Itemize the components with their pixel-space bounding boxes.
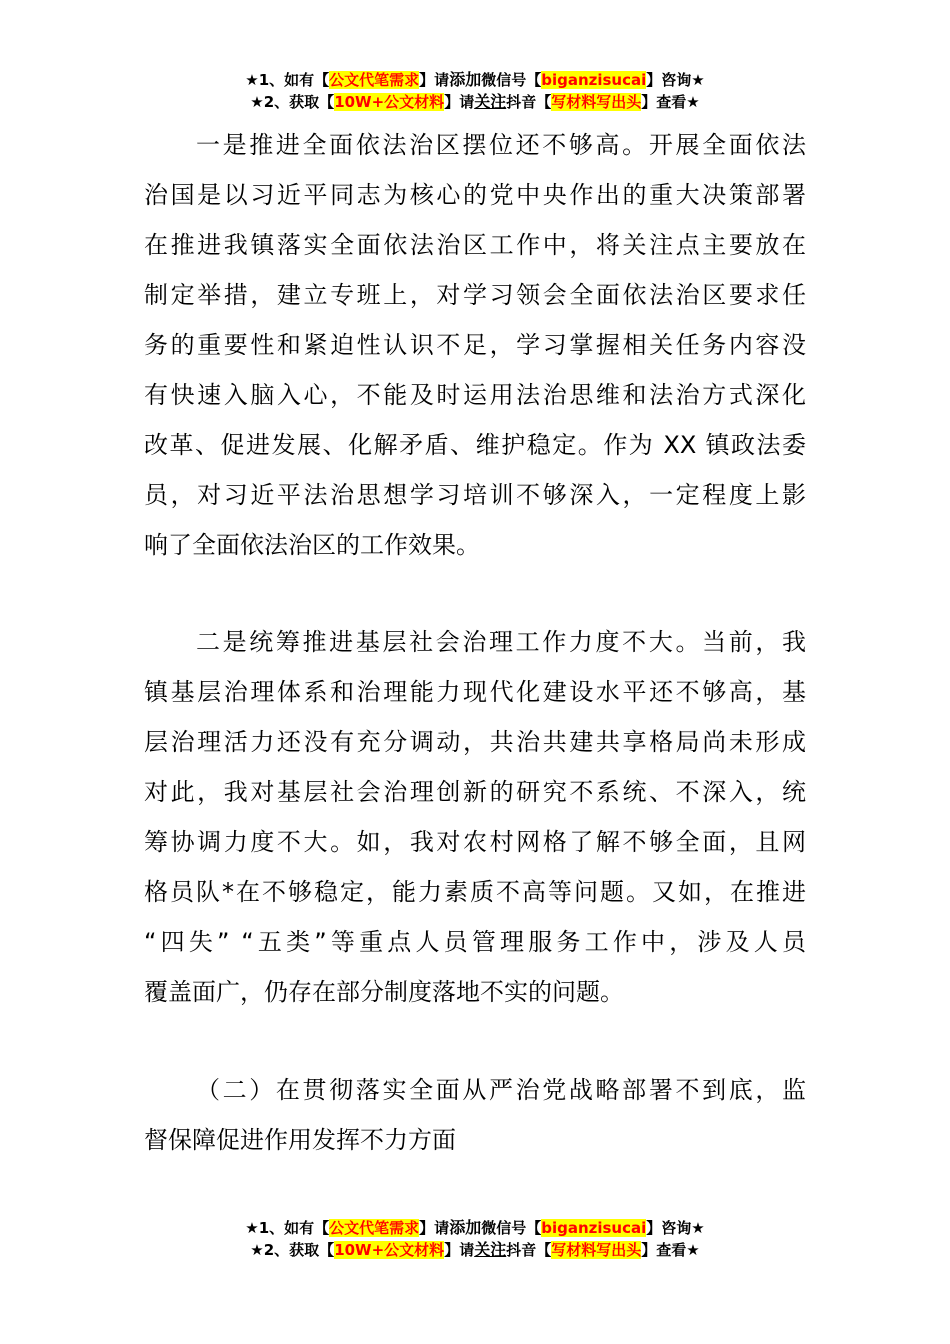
text-line: 务的重要性和紧迫性认识不足，学习掌握相关任务内容没 — [144, 331, 806, 359]
text-line: 改革、促进发展、化解矛盾、维护稳定。作为 XX 镇政法委 — [144, 431, 806, 459]
banner-highlight: 10W+公文材料 — [334, 1241, 445, 1259]
banner-text: 抖音【 — [506, 93, 552, 111]
banner-highlight: 公文代笔需求 — [329, 71, 420, 89]
banner-emphasis: 添加 — [449, 70, 482, 89]
text-line: 筹协调力度不大。如，我对农村网格了解不够全面，且网 — [144, 828, 806, 856]
text-line: 格员队*在不够稳定，能力素质不高等问题。又如，在推进 — [144, 878, 806, 906]
banner-text: ★1、如有【 — [245, 71, 330, 89]
banner-line-1 — [0, 69, 950, 91]
text-line: 制定举措，建立专班上，对学习领会全面依法治区要求任 — [144, 281, 806, 309]
paragraph-2 — [144, 617, 806, 1017]
banner-text: 】查看★ — [641, 1241, 700, 1259]
text-line: 镇基层治理体系和治理能力现代化建设水平还不够高，基 — [144, 678, 806, 706]
banner-text: 】请 — [444, 1241, 475, 1259]
banner-text: 】咨询★ — [646, 71, 705, 89]
text-line: 覆盖面广，仍存在部分制度落地不实的问题。 — [144, 978, 624, 1006]
banner-text: ★1、如有【 — [245, 1219, 330, 1237]
text-line: 层治理活力还没有充分调动，共治共建共享格局尚未形成 — [144, 728, 806, 756]
banner-highlight: 10W+公文材料 — [334, 93, 445, 111]
banner-line-1 — [0, 1217, 950, 1239]
text-line: 响了全面依法治区的工作效果。 — [144, 531, 480, 559]
banner-highlight: 公文代笔需求 — [329, 1219, 420, 1237]
text-line: 有快速入脑入心，不能及时运用法治思维和法治方式深化 — [144, 381, 806, 409]
header-banner — [0, 69, 950, 113]
banner-line-2 — [0, 91, 950, 113]
banner-highlight: 写材料写出头 — [551, 93, 642, 111]
text-line: 二是统筹推进基层社会治理工作力度不大。当前，我 — [196, 628, 806, 656]
banner-text: 】请 — [419, 71, 450, 89]
banner-line-2 — [0, 1239, 950, 1261]
footer-banner — [0, 1217, 950, 1261]
text-line: 在推进我镇落实全面依法治区工作中，将关注点主要放在 — [144, 231, 806, 259]
banner-emphasis: 关注 — [474, 1240, 507, 1259]
banner-emphasis: 关注 — [474, 92, 507, 111]
paragraph-1 — [144, 120, 806, 570]
banner-text: ★2、获取【 — [250, 1241, 335, 1259]
text-line: 督保障促进作用发挥不力方面 — [144, 1126, 456, 1154]
text-line: 治国是以习近平同志为核心的党中央作出的重大决策部署 — [144, 181, 806, 209]
banner-text: 】请 — [444, 93, 475, 111]
text-line: 员，对习近平法治思想学习培训不够深入，一定程度上影 — [144, 481, 806, 509]
banner-text: 】查看★ — [641, 93, 700, 111]
banner-highlight: 写材料写出头 — [551, 1241, 642, 1259]
text-line: 一是推进全面依法治区摆位还不够高。开展全面依法 — [196, 131, 806, 159]
banner-text: 】咨询★ — [646, 1219, 705, 1237]
banner-highlight: biganzisucai — [541, 71, 647, 89]
banner-text: 抖音【 — [506, 1241, 552, 1259]
banner-highlight: biganzisucai — [541, 1219, 647, 1237]
text-line: （二）在贯彻落实全面从严治党战略部署不到底，监 — [196, 1076, 806, 1104]
text-line: 对此，我对基层社会治理创新的研究不系统、不深入，统 — [144, 778, 806, 806]
banner-text: ★2、获取【 — [250, 93, 335, 111]
banner-emphasis: 添加 — [449, 1218, 482, 1237]
text-line: “四失” “五类”等重点人员管理服务工作中，涉及人员 — [144, 928, 806, 956]
section-heading — [144, 1065, 806, 1165]
banner-text: 】请 — [419, 1219, 450, 1237]
banner-text: 微信号【 — [481, 1219, 542, 1237]
banner-text: 微信号【 — [481, 71, 542, 89]
